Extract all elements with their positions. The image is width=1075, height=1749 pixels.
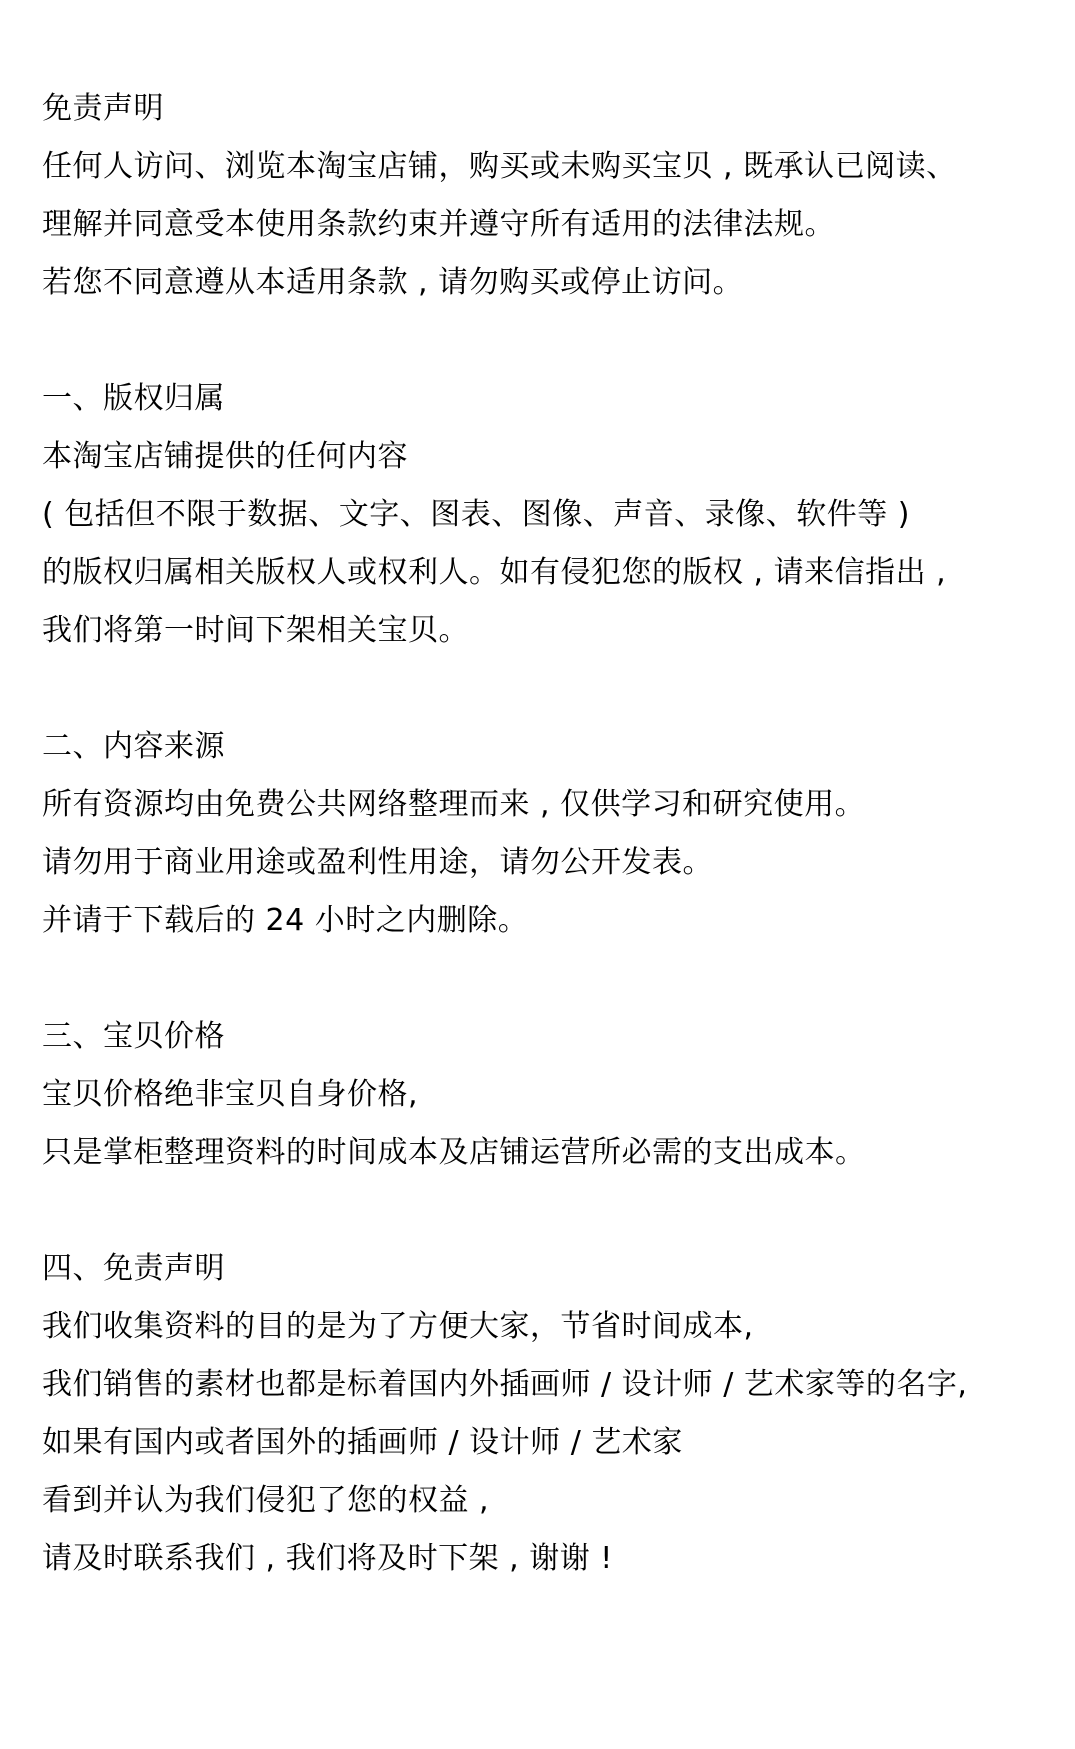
text-line: 理解并同意受本使用条款约束并遵守所有适用的法律法规。 <box>42 207 835 242</box>
text-line: 所有资源均由免费公共网络整理而来 , 仅供学习和研究使用。 <box>42 787 866 822</box>
text-line: 如果有国内或者国外的插画师 / 设计师 / 艺术家 <box>42 1425 683 1460</box>
text-line: 看到并认为我们侵犯了您的权益 , <box>42 1483 490 1518</box>
text-line: 我们将第一时间下架相关宝贝。 <box>42 613 469 648</box>
section-heading: 四、免责声明 <box>42 1251 225 1286</box>
section-copyright <box>42 370 1052 660</box>
section-heading: 三、宝贝价格 <box>42 1019 225 1054</box>
text-line: 任何人访问、浏览本淘宝店铺，购买或未购买宝贝 , 既承认已阅读、 <box>42 149 957 184</box>
text-line: 本淘宝店铺提供的任何内容 <box>42 439 408 474</box>
text-line: 的版权归属相关版权人或权利人。如有侵犯您的版权 , 请来信指出 , <box>42 555 947 590</box>
section-disclaimer-intro <box>42 80 1052 312</box>
text-line: 并请于下载后的 24 小时之内删除。 <box>42 903 529 938</box>
section-content-source <box>42 718 1052 950</box>
section-heading: 一、版权归属 <box>42 381 225 416</box>
section-liability <box>42 1240 1052 1588</box>
text-line: 若您不同意遵从本适用条款 , 请勿购买或停止访问。 <box>42 265 744 300</box>
text-line: 请及时联系我们 , 我们将及时下架 , 谢谢 ! <box>42 1541 613 1576</box>
section-heading: 免责声明 <box>42 91 164 126</box>
text-line: 请勿用于商业用途或盈利性用途，请勿公开发表。 <box>42 845 713 880</box>
text-line: 我们收集资料的目的是为了方便大家，节省时间成本, <box>42 1309 754 1344</box>
text-line: ( 包括但不限于数据、文字、图表、图像、声音、录像、软件等 ) <box>42 497 910 532</box>
text-line: 宝贝价格绝非宝贝自身价格, <box>42 1077 419 1112</box>
section-item-price <box>42 1008 1052 1182</box>
disclaimer-document <box>42 80 1052 1588</box>
text-line: 只是掌柜整理资料的时间成本及店铺运营所必需的支出成本。 <box>42 1135 866 1170</box>
section-heading: 二、内容来源 <box>42 729 225 764</box>
text-line: 我们销售的素材也都是标着国内外插画师 / 设计师 / 艺术家等的名字, <box>42 1367 968 1402</box>
